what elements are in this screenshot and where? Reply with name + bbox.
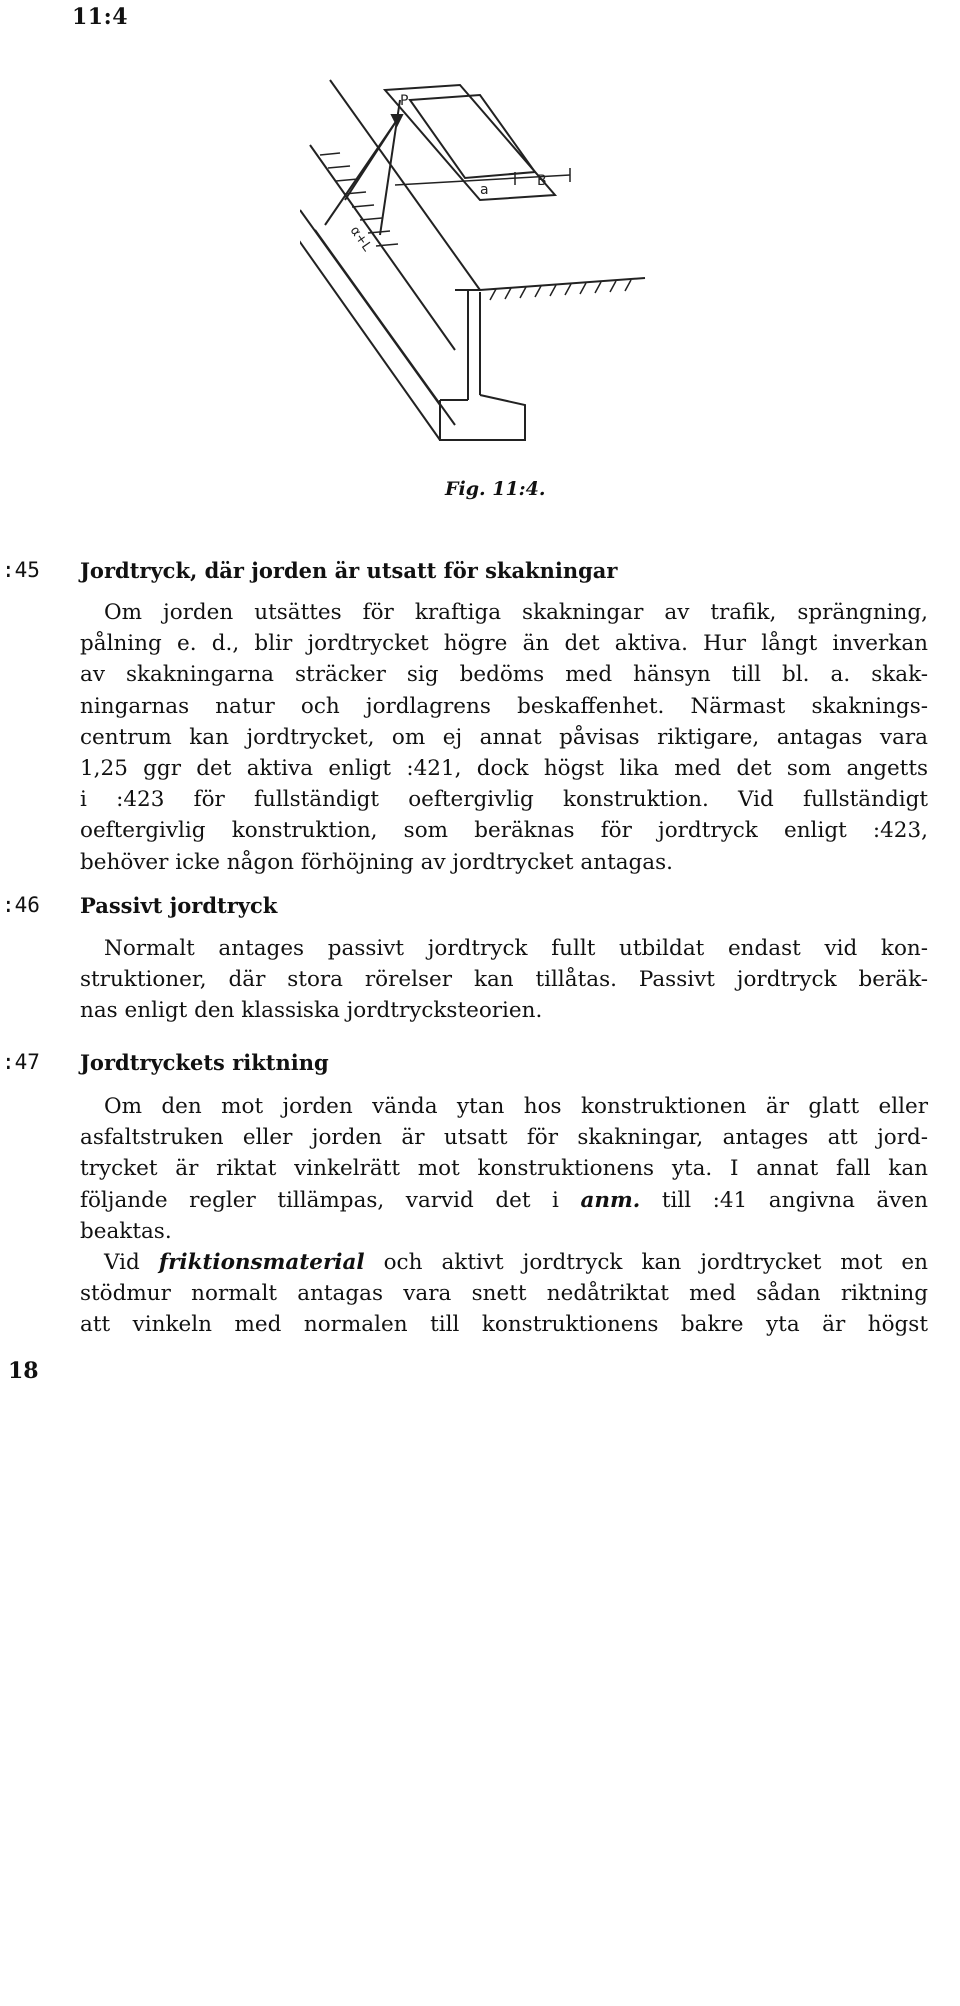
- text-line: oeftergivlig konstruktion, som beräknas för jordtryck enligt :423,: [80, 818, 928, 844]
- text-line: i :423 för fullständigt oeftergivlig konstruktion. Vid fullständigt: [80, 787, 928, 813]
- text-line: 1,25 ggr det aktiva enligt :421, dock högst lika med det som angetts: [80, 756, 928, 782]
- label-b: B: [537, 173, 547, 189]
- section-paragraph: [80, 933, 928, 1027]
- wall-line: [315, 230, 455, 425]
- wall-line: [310, 145, 455, 350]
- text-line: stödmur normalt antagas vara snett nedåtriktat med sådan riktning: [80, 1281, 928, 1307]
- page-header: 11:4: [72, 4, 129, 30]
- section-paragraph: [80, 597, 928, 878]
- pressure-line: [325, 120, 397, 225]
- ground-line: [480, 278, 645, 290]
- emphasis-text: anm.: [580, 1187, 641, 1213]
- text-line: trycket är riktat vinkelrätt mot konstruktionens yta. I annat fall kan: [80, 1156, 928, 1182]
- load-area-inner: [410, 95, 535, 178]
- text-line: nas enligt den klassiska jordtrycksteorien.: [80, 998, 543, 1024]
- text-fragment: Vid: [104, 1250, 140, 1275]
- text-fragment: följande regler tillämpas, varvid det i: [80, 1187, 559, 1213]
- text-line: Om den mot jorden vända ytan hos konstruktionen är glatt eller: [104, 1094, 928, 1119]
- section-title: Jordtryckets riktning: [80, 1050, 329, 1075]
- section-number: :46: [2, 893, 40, 917]
- section-number: :47: [2, 1050, 40, 1074]
- section-title: Passivt jordtryck: [80, 893, 278, 918]
- text-line: Om jorden utsättes för kraftiga skakningar av trafik, sprängning,: [104, 600, 928, 625]
- text-line: behöver icke någon förhöjning av jordtrycket antagas.: [80, 849, 673, 875]
- text-fragment: till :41 angivna även: [661, 1187, 928, 1213]
- text-line: beaktas.: [80, 1218, 172, 1244]
- text-line: [80, 1185, 928, 1216]
- section-paragraph: [80, 1091, 928, 1247]
- pressure-line: [380, 120, 397, 235]
- section-number: :45: [2, 558, 40, 582]
- ground-hatch: [490, 280, 631, 300]
- text-fragment: och aktivt jordtryck kan jordtrycket mot en: [383, 1250, 928, 1275]
- text-line: ningarnas natur och jordlagrens beskaffenhet. Närmast skaknings-: [80, 693, 928, 719]
- text-line: [80, 1247, 928, 1278]
- text-line: att vinkeln med normalen till konstruktionens bakre yta är högst: [80, 1312, 928, 1338]
- wall-line: [300, 235, 440, 440]
- text-line: struktioner, där stora rörelser kan tillåtas. Passivt jordtryck beräk-: [80, 967, 928, 993]
- text-line: asfaltstruken eller jorden är utsatt för skakningar, antages att jord-: [80, 1125, 928, 1151]
- page-number: 18: [8, 1358, 39, 1384]
- label-a: a: [480, 182, 489, 198]
- text-line: av skakningarna sträcker sig bedöms med hänsyn till bl. a. skak-: [80, 662, 928, 688]
- label-dim: α+L: [346, 223, 375, 255]
- section-paragraph: [80, 1247, 928, 1341]
- figure-caption: Fig. 11:4.: [445, 478, 546, 500]
- text-line: pålning e. d., blir jordtrycket högre än det aktiva. Hur långt inverkan: [80, 631, 928, 657]
- label-p: P: [400, 93, 409, 109]
- text-line: Normalt antages passivt jordtryck fullt utbildat endast vid kon-: [104, 936, 928, 961]
- section-title: Jordtryck, där jorden är utsatt för skakningar: [80, 558, 618, 583]
- footing: [440, 395, 525, 440]
- emphasis-text: friktionsmaterial: [158, 1250, 365, 1275]
- retaining-wall-figure: [300, 60, 660, 480]
- text-line: centrum kan jordtrycket, om ej annat påvisas riktigare, antagas vara: [80, 724, 928, 750]
